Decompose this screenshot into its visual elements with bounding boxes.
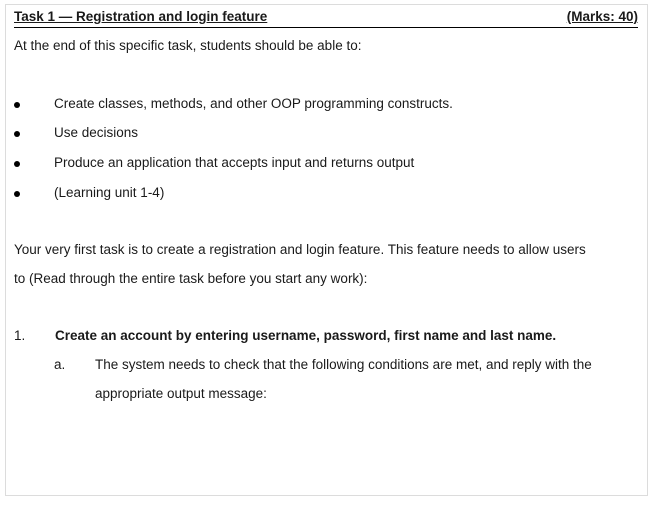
sub-step-text-line-1: The system needs to check that the following conditions are met, and reply with the: [95, 357, 592, 372]
bullet-icon: [14, 131, 20, 137]
list-item-text: Create classes, methods, and other OOP programming constructs.: [54, 96, 453, 111]
list-item-text: Use decisions: [54, 125, 139, 140]
list-item-text: (Learning unit 1-4): [54, 185, 165, 200]
list-item-text: Produce an application that accepts input and returns output: [54, 155, 415, 170]
task-marks: (Marks: 40): [566, 9, 638, 24]
sub-step-marker: a.: [54, 357, 66, 372]
sub-step-text-line-2: appropriate output message:: [95, 386, 267, 401]
task-description-line-2: to (Read through the entire task before you start any work):: [14, 271, 368, 286]
document-page: [5, 4, 648, 496]
task-header: [14, 7, 638, 28]
bullet-icon: [14, 102, 20, 108]
intro-text: At the end of this specific task, students should be able to:: [14, 38, 362, 53]
task-title: Task 1 — Registration and login feature: [14, 9, 268, 24]
task-description-line-1: Your very first task is to create a registration and login feature. This feature needs to allow users: [14, 242, 586, 257]
bullet-icon: [14, 191, 20, 197]
step-number: 1.: [14, 328, 26, 343]
step-text: Create an account by entering username, password, first name and last name.: [55, 328, 557, 343]
bullet-icon: [14, 161, 20, 167]
